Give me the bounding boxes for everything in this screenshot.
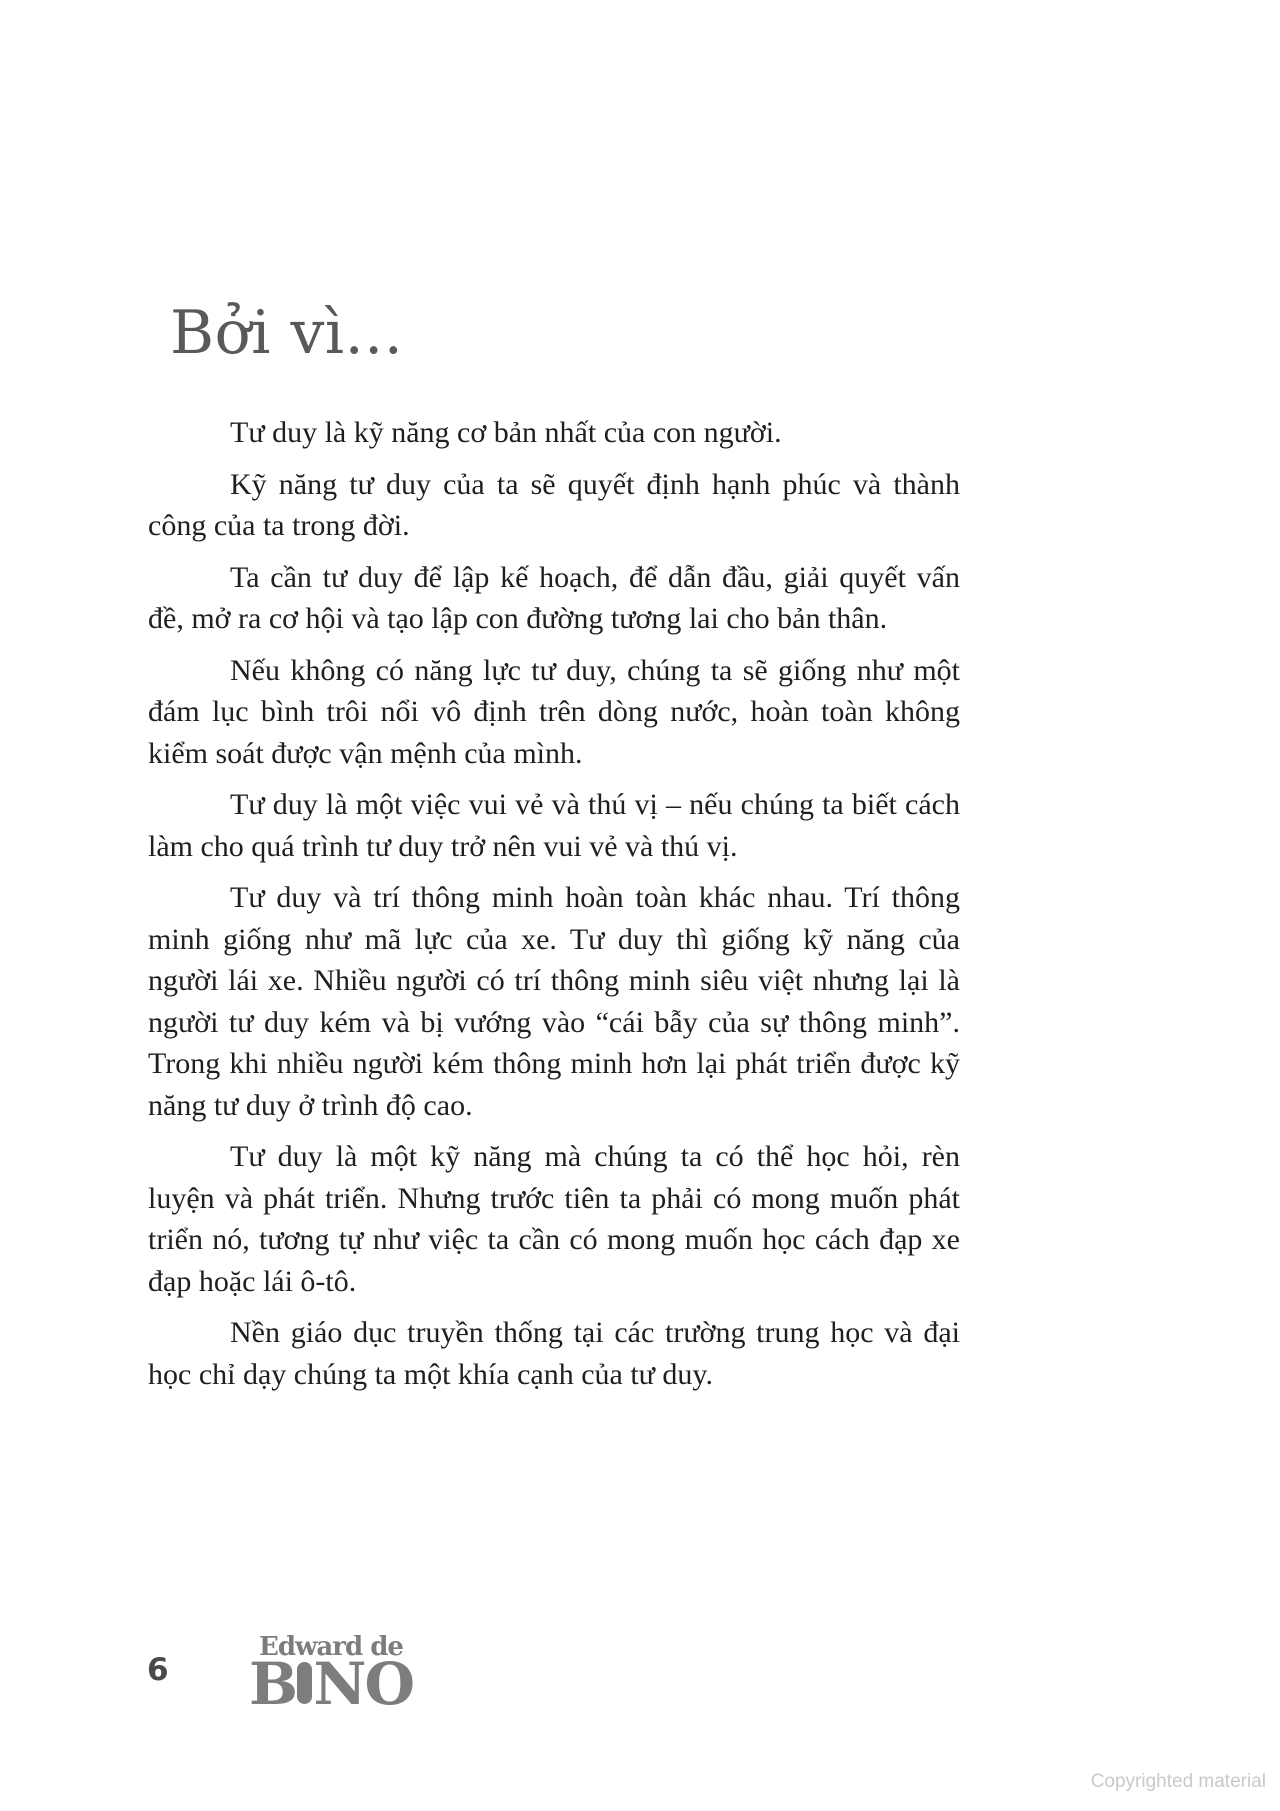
- keyhole-stem: [298, 1680, 310, 1693]
- paragraph-1: Tư duy là kỹ năng cơ bản nhất của con người.: [230, 416, 782, 449]
- chapter-title: Bởi vì...: [170, 298, 404, 368]
- paragraph-2: Kỹ năng tư duy của ta sẽ quyết định hạnh phúc và thành công của ta trong đời.: [148, 467, 960, 542]
- body-text: [148, 412, 960, 1405]
- logo-letter-b: B: [249, 1650, 297, 1718]
- keyhole-o-icon: [297, 1662, 312, 1704]
- paragraph-7: Tư duy là một kỹ năng mà chúng ta có thể học hỏi, rèn luyện và phát triển. Nhưng trước tiên ta phải có mong muốn phát triển nó, tương tự như việc ta cần có mong muốn học cách đạp xe đạp hoặc lái ô-tô.: [148, 1140, 960, 1298]
- paragraph-6: Tư duy và trí thông minh hoàn toàn khác nhau. Trí thông minh giống như mã lực của xe. Tư duy thì giống kỹ năng của người lái xe. Nhiều người có trí thông minh siêu việt nhưng lại là người tư duy kém và bị vướng vào “cái bẫy của sự thông minh”. Trong khi nhiều người kém thông minh hơn lại phát triển được kỹ năng tư duy ở trình độ cao.: [148, 881, 960, 1122]
- edward-de-bono-logo: [249, 1632, 413, 1718]
- paragraph-3: Ta cần tư duy để lập kế hoạch, để dẫn đầu, giải quyết vấn đề, mở ra cơ hội và tạo lập con đường tương lai cho bản thân.: [148, 560, 960, 635]
- paragraph-4: Nếu không có năng lực tư duy, chúng ta sẽ giống như một đám lục bình trôi nổi vô định trên dòng nước, hoàn toàn không kiểm soát được vận mệnh của mình.: [148, 653, 960, 770]
- copyright-watermark: Copyrighted material: [1090, 1771, 1266, 1792]
- logo-author-last-name: [249, 1650, 413, 1718]
- paragraph-8: Nền giáo dục truyền thống tại các trường trung học và đại học chỉ dạy chúng ta một khía cạnh của tư duy.: [148, 1316, 960, 1391]
- logo-author-first-name: Edward de: [259, 1632, 403, 1662]
- page-number: 6: [147, 1652, 169, 1688]
- logo-letters-no: NO: [313, 1650, 413, 1718]
- paragraph-5: Tư duy là một việc vui vẻ và thú vị – nếu chúng ta biết cách làm cho quá trình tư duy trở nên vui vẻ và thú vị.: [148, 788, 960, 863]
